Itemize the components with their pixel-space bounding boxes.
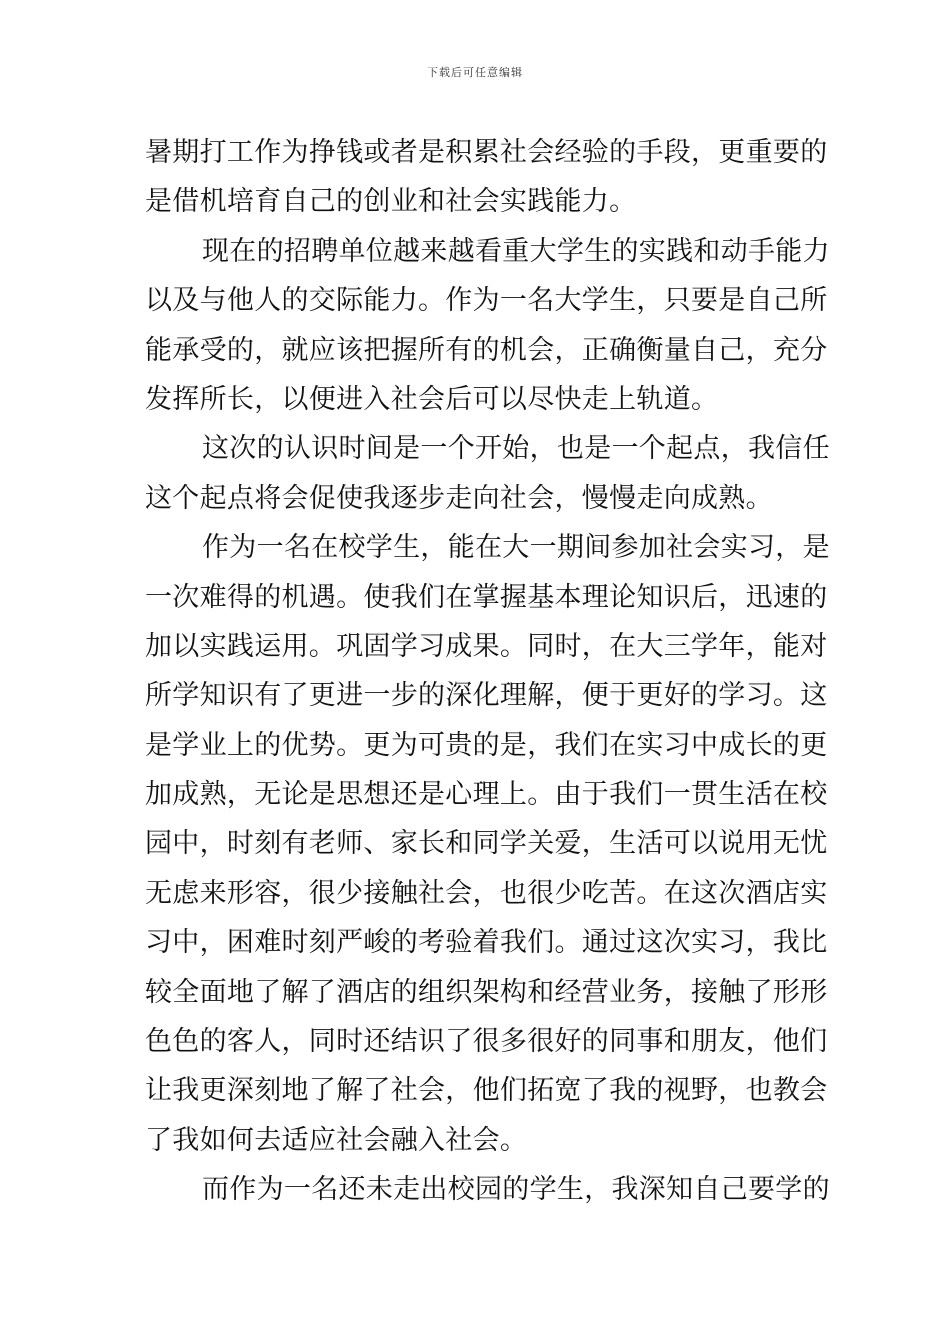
text-line: 习中，困难时刻严峻的考验着我们。通过这次实习，我比	[145, 927, 828, 959]
text-line: 让我更深刻地了解了社会，他们拓宽了我的视野，也教会	[145, 1075, 828, 1107]
text-line: 暑期打工作为挣钱或者是积累社会经验的手段，更重要的	[145, 137, 828, 168]
text-line: 发挥所长，以便进入社会后可以尽快走上轨道。	[145, 383, 719, 415]
text-line: 较全面地了解了酒店的组织架构和经营业务，接触了形形	[145, 976, 828, 1008]
text-line: 加成熟，无论是思想还是心理上。由于我们一贯生活在校	[145, 779, 828, 811]
text-line: 一次难得的机遇。使我们在掌握基本理论知识后，迅速的	[145, 581, 828, 613]
text-line: 了我如何去适应社会融入社会。	[145, 1124, 528, 1156]
text-line: 这个起点将会促使我逐步走向社会，慢慢走向成熟。	[145, 482, 773, 514]
text-line: 园中，时刻有老师、家长和同学关爱，生活可以说用无忧	[145, 828, 828, 860]
document-body	[145, 128, 830, 1215]
text-line: 以及与他人的交际能力。作为一名大学生，只要是自己所	[145, 285, 828, 317]
text-line: 加以实践运用。巩固学习成果。同时，在大三学年，能对	[145, 630, 828, 662]
text-line: 所学知识有了更进一步的深化理解，便于更好的学习。这	[145, 680, 828, 712]
text-line: 能承受的，就应该把握所有的机会，正确衡量自己，充分	[145, 334, 828, 366]
page-header-note: 下载后可任意编辑	[427, 66, 523, 79]
text-line: 无虑来形容，很少接触社会，也很少吃苦。在这次酒店实	[145, 877, 828, 909]
text-line: 而作为一名还未走出校园的学生，我深知自己要学的	[202, 1174, 830, 1206]
text-line: 这次的认识时间是一个开始，也是一个起点，我信任	[202, 433, 830, 465]
text-line: 色色的客人，同时还结识了很多很好的同事和朋友，他们	[145, 1026, 828, 1058]
text-line: 是借机培育自己的创业和社会实践能力。	[145, 186, 637, 218]
text-line: 是学业上的优势。更为可贵的是，我们在实习中成长的更	[145, 729, 828, 761]
text-line: 现在的招聘单位越来越看重大学生的实践和动手能力	[202, 235, 830, 267]
text-line: 作为一名在校学生，能在大一期间参加社会实习，是	[202, 532, 830, 564]
